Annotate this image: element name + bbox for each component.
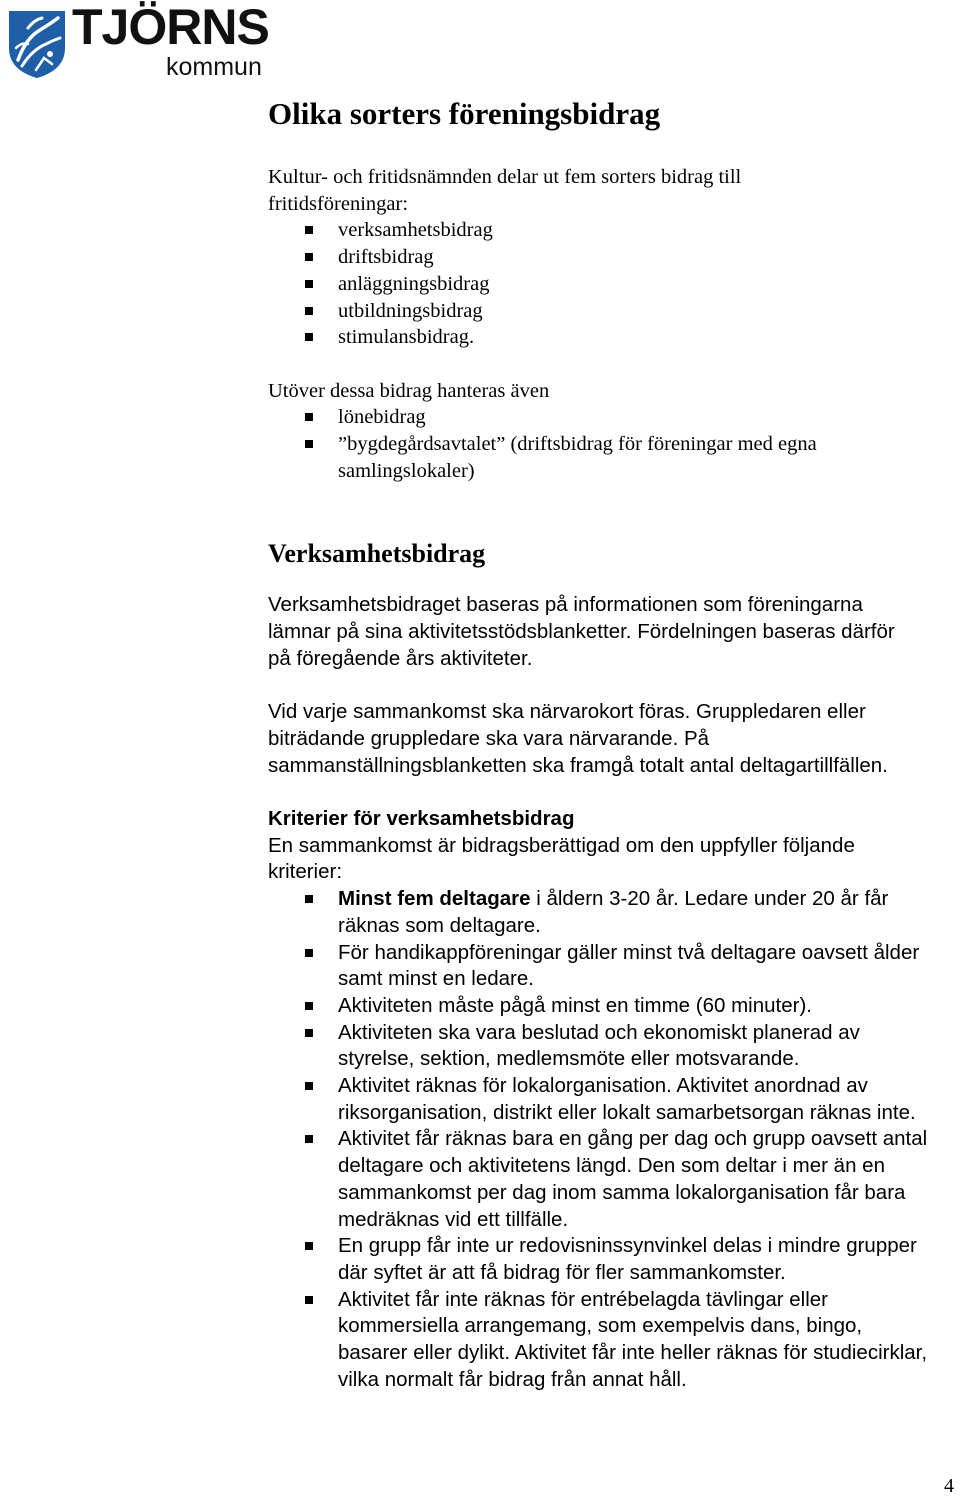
bullet-icon (305, 440, 313, 448)
list-item: Aktiviteten ska vara beslutad och ekonomiskt planerad av styrelse, sektion, medlemsmöte eller motsvarande. (268, 1020, 928, 1073)
logo-name: TJÖRNS (72, 0, 269, 55)
section-heading: Verksamhetsbidrag (268, 539, 486, 569)
list-item: Aktivitet får räknas bara en gång per dag och grupp oavsett antal deltagare och aktivitetens längd. Den som deltar i mer än en sammankomst per dag inom samma lokalorganisation får bara medräknas vid ett tillfälle. (268, 1126, 928, 1233)
section-paragraph: Vid varje sammankomst ska närvarokort föras. Gruppledaren eller biträdande gruppledare ska vara närvarande. På sammanställningsblanketten ska framgå totalt antal deltagartillfällen. (268, 700, 888, 777)
additional-grants-list (268, 404, 928, 484)
bullet-icon (305, 1002, 313, 1010)
bullet-icon (305, 1029, 313, 1037)
document-body (268, 94, 928, 1393)
intro-paragraph: Kultur- och fritidsnämnden delar ut fem sorters bidrag till fritidsföreningar: (268, 166, 742, 215)
grant-types-list (268, 217, 928, 351)
logo-subtitle: kommun (166, 53, 262, 81)
page-title: Olika sorters föreningsbidrag (268, 96, 661, 131)
list-item: utbildningsbidrag (268, 298, 928, 325)
bullet-icon (305, 1135, 313, 1143)
bullet-icon (305, 226, 313, 234)
bullet-icon (305, 280, 313, 288)
section-paragraph: Verksamhetsbidraget baseras på informationen som föreningarna lämnar på sina aktivitetsstödsblanketter. Fördelningen baseras därför på föregående års aktiviteter. (268, 593, 895, 670)
emphasis-text: Minst fem deltagare (338, 887, 531, 911)
additional-grants-intro: Utöver dessa bidrag hanteras även (268, 379, 550, 402)
bullet-icon (305, 333, 313, 341)
list-item: Aktivitet får inte räknas för entrébelagda tävlingar eller kommersiella arrangemang, som exempelvis dans, bingo, basarer eller dylikt. Aktivitet får inte heller räknas för studiecirklar, vilka normalt får bidrag från annat håll. (268, 1287, 928, 1394)
bullet-icon (305, 949, 313, 957)
bullet-icon (305, 1082, 313, 1090)
bullet-icon (305, 253, 313, 261)
list-item: Aktivitet räknas för lokalorganisation. Aktivitet anordnad av riksorganisation, distrikt eller lokalt samarbetsorgan räknas inte. (268, 1073, 928, 1126)
list-item: En grupp får inte ur redovisninssynvinkel delas i mindre grupper där syftet är att få bidrag för fler sammankomster. (268, 1233, 928, 1286)
list-item: ”bygdegårdsavtalet” (driftsbidrag för föreningar med egna samlingslokaler) (268, 431, 898, 484)
criteria-heading: Kriterier för verksamhetsbidrag (268, 807, 575, 831)
list-item: lönebidrag (268, 404, 928, 431)
municipal-crest-icon (6, 8, 68, 80)
criteria-list (268, 886, 928, 1393)
bullet-icon (305, 895, 313, 903)
list-item: verksamhetsbidrag (268, 217, 928, 244)
bullet-icon (305, 1242, 313, 1250)
list-item: Aktiviteten måste pågå minst en timme (60 minuter). (268, 993, 928, 1020)
bullet-icon (305, 413, 313, 421)
page-number: 4 (944, 1475, 954, 1497)
bullet-icon (305, 1296, 313, 1304)
list-item: Minst fem deltagare i åldern 3-20 år. Ledare under 20 år får räknas som deltagare. (268, 886, 928, 939)
criteria-intro: En sammankomst är bidragsberättigad om den uppfyller följande kriterier: (268, 833, 855, 884)
list-item: För handikappföreningar gäller minst två deltagare oavsett ålder samt minst en ledare. (268, 940, 928, 993)
tjorns-kommun-logo (6, 0, 276, 82)
list-item: stimulansbidrag. (268, 324, 928, 351)
list-item: anläggningsbidrag (268, 271, 928, 298)
list-item: driftsbidrag (268, 244, 928, 271)
bullet-icon (305, 307, 313, 315)
